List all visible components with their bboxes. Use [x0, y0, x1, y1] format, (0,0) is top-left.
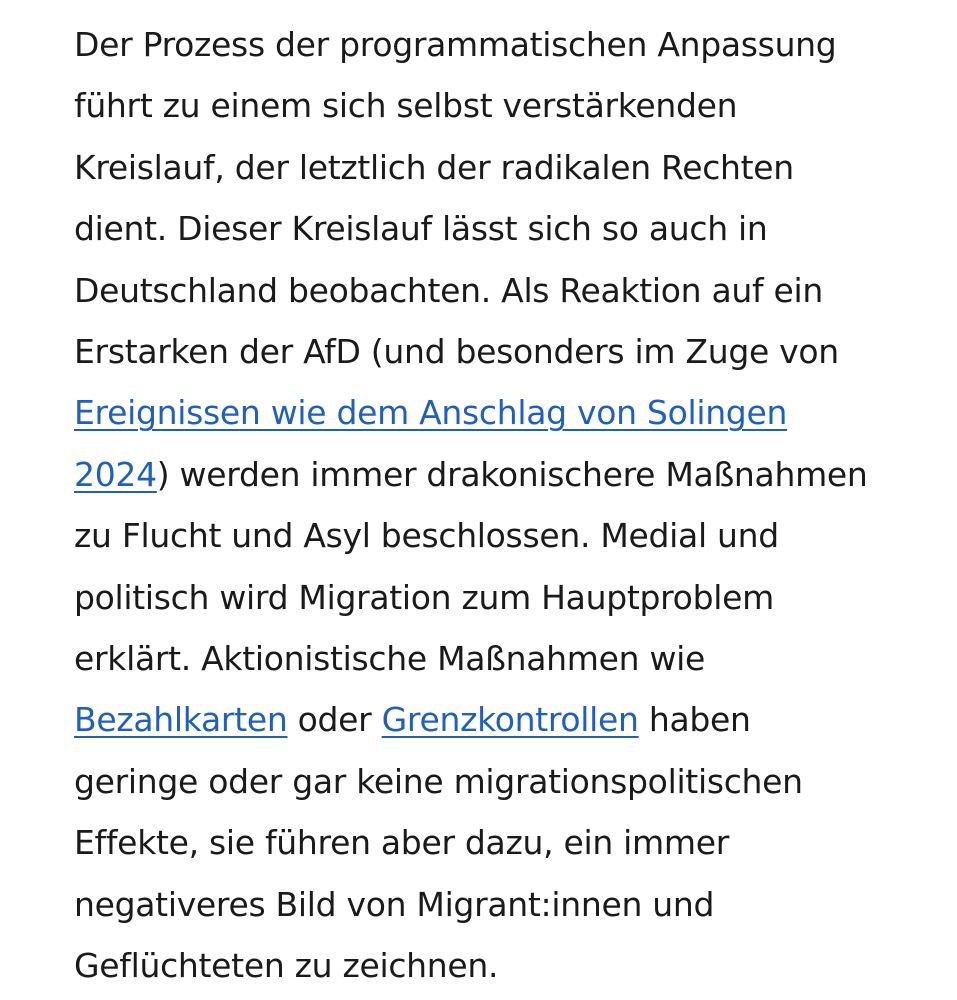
- text-line-8-rest: ) werden immer drakonischere Maßnahmen: [156, 454, 868, 494]
- text-line-11: erklärt. Aktionistische Maßnahmen wie: [74, 639, 706, 679]
- text-line-9: zu Flucht und Asyl beschlossen. Medial und: [74, 516, 779, 556]
- text-line-2: führt zu einem sich selbst verstärkenden: [74, 86, 738, 126]
- text-line-3: Kreislauf, der letztlich der radikalen Rechten: [74, 147, 794, 187]
- article-paragraph: [74, 14, 917, 997]
- text-line-14: Effekte, sie führen aber dazu, ein immer: [74, 823, 729, 863]
- text-line-12-end: haben: [638, 700, 751, 740]
- text-line-8: [74, 444, 917, 505]
- text-line-1: Der Prozess der programmatischen Anpassung: [74, 25, 837, 64]
- link-bezahlkarten[interactable]: Bezahlkarten: [74, 700, 288, 740]
- text-line-7: [74, 382, 917, 443]
- text-line-16: Geflüchteten zu zeichnen.: [74, 946, 499, 986]
- text-line-5: Deutschland beobachten. Als Reaktion auf ein: [74, 270, 824, 310]
- link-solingen-attack-year[interactable]: 2024: [74, 454, 157, 494]
- text-line-12-mid: oder: [287, 700, 382, 740]
- text-line-4: dient. Dieser Kreislauf lässt sich so auch in: [74, 209, 768, 249]
- link-solingen-attack[interactable]: Ereignissen wie dem Anschlag von Solingen: [74, 393, 788, 433]
- text-line-6: Erstarken der AfD (und besonders im Zuge von: [74, 332, 839, 372]
- link-grenzkontrollen[interactable]: Grenzkontrollen: [381, 700, 639, 740]
- text-line-15: negativeres Bild von Migrant:innen und: [74, 884, 715, 924]
- text-line-12: [74, 689, 917, 750]
- text-line-13: geringe oder gar keine migrationspolitischen: [74, 761, 803, 801]
- text-line-10: politisch wird Migration zum Hauptproblem: [74, 577, 774, 617]
